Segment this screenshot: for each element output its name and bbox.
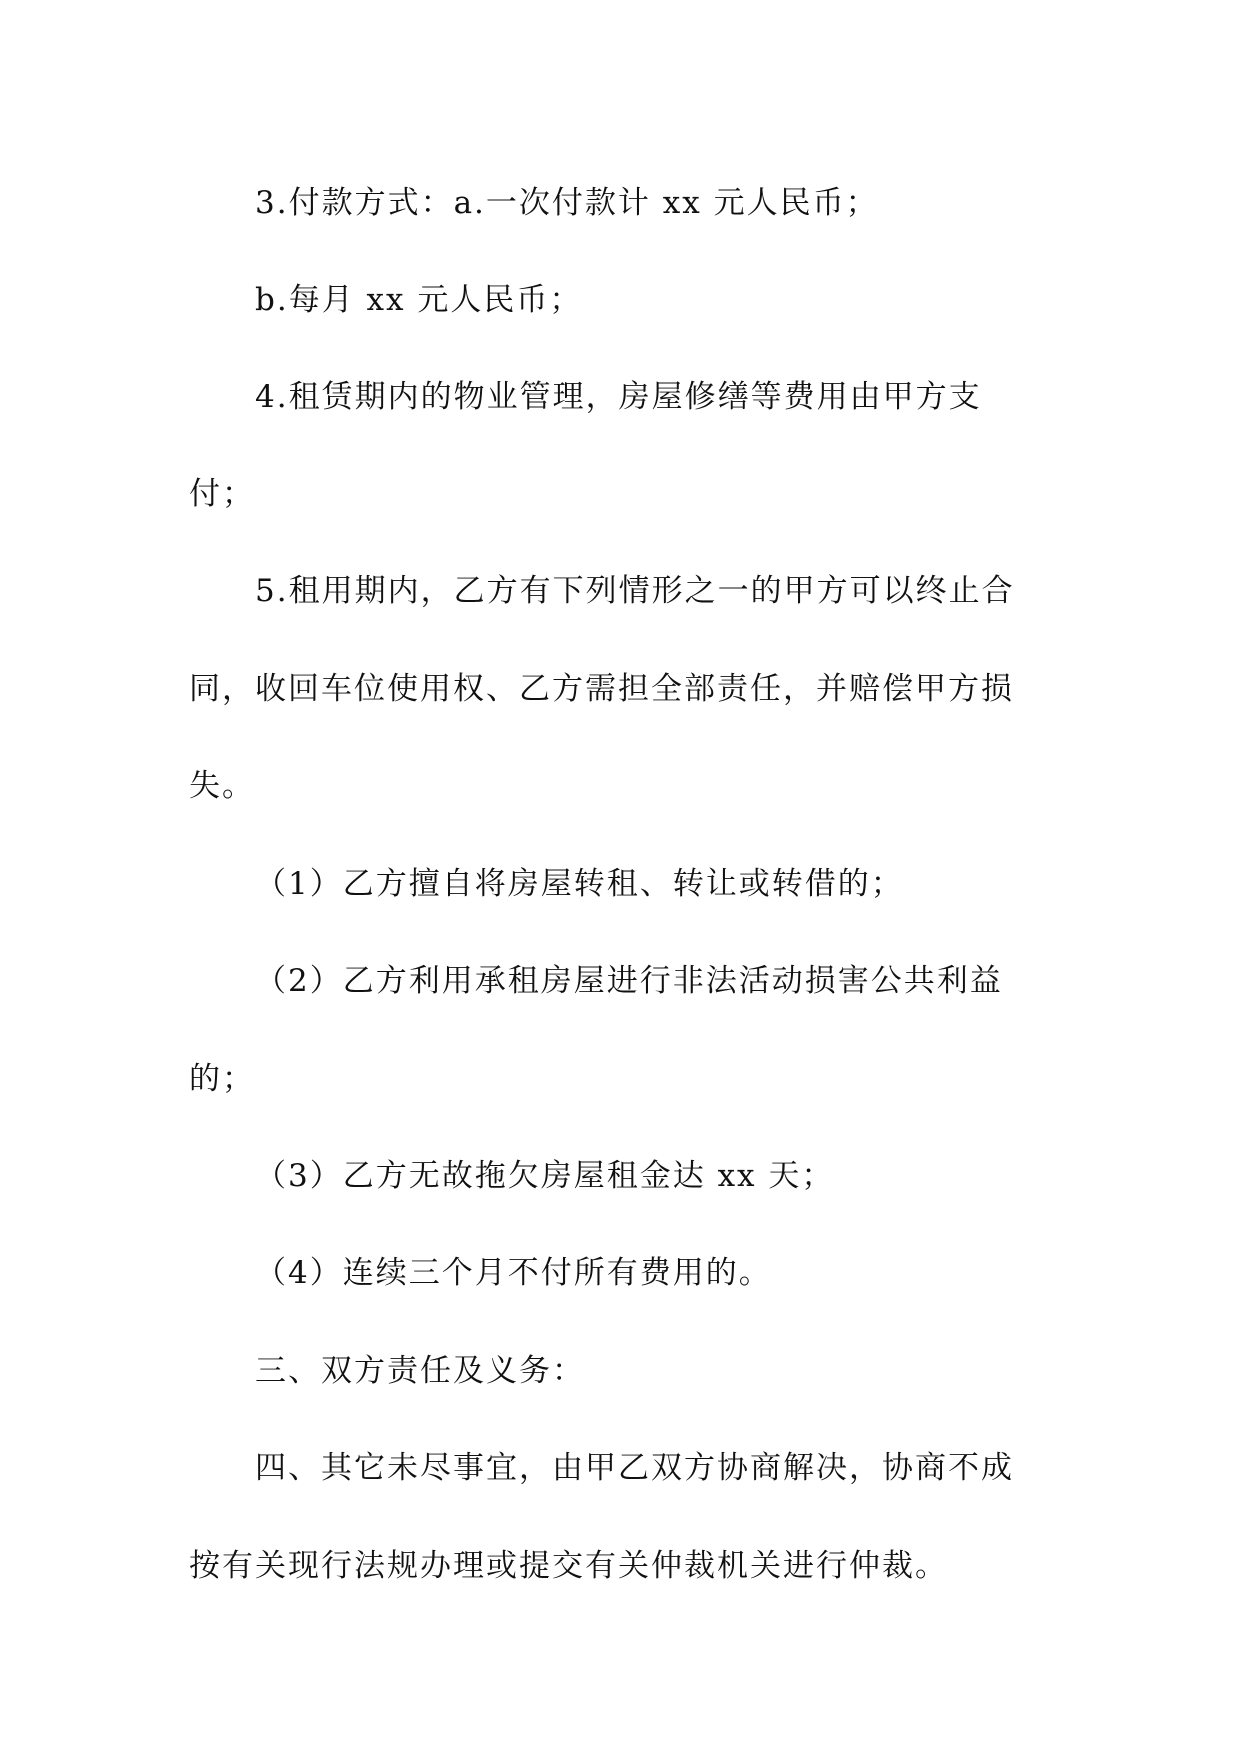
text-line: （4）连续三个月不付所有费用的。 [255, 1255, 772, 1291]
text-line: 三、双方责任及义务： [255, 1353, 585, 1389]
text-line: 的； [189, 1061, 255, 1097]
text-line: 付； [189, 476, 255, 512]
text-line: 5.租用期内，乙方有下列情形之一的甲方可以终止合 [255, 573, 1015, 609]
text-line: （2）乙方利用承租房屋进行非法活动损害公共利益 [255, 963, 1003, 999]
text-line: 按有关现行法规办理或提交有关仲裁机关进行仲裁。 [189, 1548, 948, 1584]
text-line: 失。 [189, 768, 255, 804]
text-line: （1）乙方擅自将房屋转租、转让或转借的； [255, 866, 904, 902]
text-line: b.每月 xx 元人民币； [255, 282, 583, 318]
text-line: （3）乙方无故拖欠房屋租金达 xx 天； [255, 1158, 835, 1194]
text-line: 同，收回车位使用权、乙方需担全部责任，并赔偿甲方损 [189, 671, 1014, 707]
text-line: 四、其它未尽事宜，由甲乙双方协商解决，协商不成 [255, 1450, 1014, 1486]
text-line: 4.租赁期内的物业管理，房屋修缮等费用由甲方支 [255, 379, 982, 415]
text-line: 3.付款方式：a.一次付款计 xx 元人民币； [255, 185, 879, 221]
